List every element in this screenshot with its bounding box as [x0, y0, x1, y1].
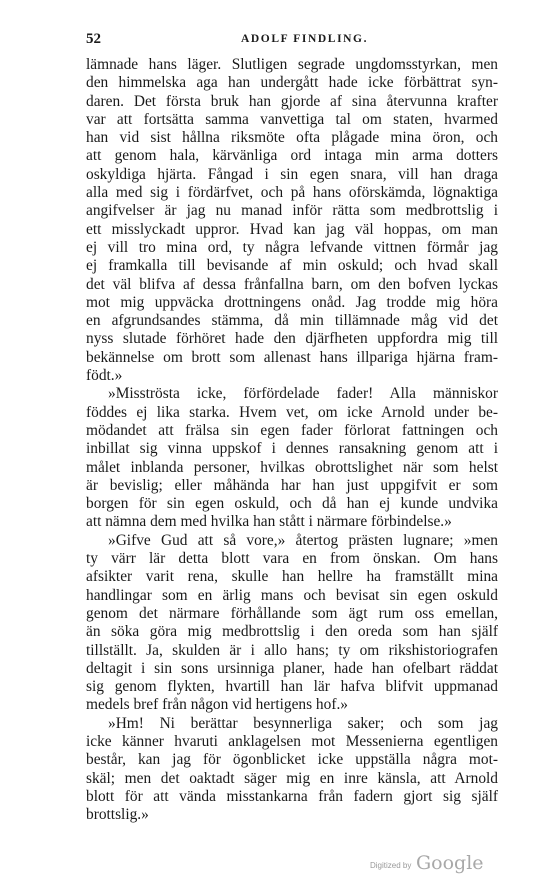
- text-line: mot mig uppväcka drottningens onåd. Jag trodde mig höra: [86, 293, 498, 311]
- text-line: den himmelska aga han undergått hade icke förbättrat syn-: [86, 74, 498, 92]
- text-line: än söka göra mig medbrottslig i den oreda som han själf: [86, 623, 498, 641]
- text-line: icke känner hvaruti anklagelsen mot Messenierna egentligen: [86, 732, 498, 750]
- text-line: ty värr lär detta blott vara en from önskan. Om hans: [86, 550, 498, 568]
- text-line: »Gifve Gud att så vore,» återtog prästen lugnare; »men: [108, 531, 498, 549]
- paragraph: [86, 56, 498, 385]
- text-line: daren. Det första bruk han gjorde af sina återvunna krafter: [86, 92, 498, 110]
- text-line: att nämna dem med hvilka han stått i närmare förbindelse.»: [86, 513, 452, 531]
- text-line: brottslig.»: [86, 806, 149, 824]
- text-line: handlingar som en ärlig mans och bevisat sin egen oskuld: [86, 586, 498, 604]
- text-line: afsikter varit rena, skulle han hellre ha framställt mina: [86, 568, 498, 586]
- text-line: är bevislig; eller måhända har han just uppgifvit er som: [86, 476, 498, 494]
- text-line: föddes ej lika starka. Hvem vet, om icke Arnold under be-: [86, 403, 498, 421]
- text-line: genom det närmare förhållande som ägt rum oss emellan,: [86, 604, 498, 622]
- text-line: lämnade hans läger. Slutligen segrade ungdomsstyrkan, men: [86, 56, 498, 73]
- text-line: tillställt. Ja, skulden är i allo hans; ty om rikshistoriografen: [86, 641, 498, 659]
- paragraph: [86, 532, 498, 715]
- page-number: 52: [86, 31, 101, 47]
- digitization-watermark: [358, 852, 498, 876]
- text-line: angifvelser är jag nu manad inför rätta som medbrottslig i: [86, 202, 498, 220]
- text-line: medels bref från någon vid hertigens hof.»: [86, 696, 348, 714]
- running-title: ADOLF FINDLING.: [241, 33, 369, 45]
- text-line: en afgrundsandes stämma, då min tillämnade måg vid det: [86, 312, 498, 330]
- text-line: ej framkalla till bevisande af min oskuld; och hvad skall: [86, 257, 498, 275]
- body-text: [86, 56, 498, 824]
- text-line: inbillat sig vinna uppskof i dennes ransakning genom att i: [86, 440, 498, 458]
- text-line: bekännelse om brott som allenast hans illpariga hjärna fram-: [86, 348, 498, 366]
- text-line: han vid sist hållna riksmöte ofta plågade mina öron, och: [86, 129, 498, 147]
- text-line: nyss slutade förhöret hade den djärfheten uppfordra mig till: [86, 330, 498, 348]
- text-line: »Hm! Ni berättar besynnerliga saker; och som jag: [108, 714, 498, 732]
- text-line: det väl blifva af dessa frånfallna barn, om den bofven lyckas: [86, 275, 498, 293]
- text-line: alla med sig i fördärfvet, och på hans oförskämda, lögnaktiga: [86, 184, 498, 202]
- google-logo: Google: [416, 852, 484, 874]
- text-line: ej vill tro mina ord, ty några lefvande vittnen förmår jag: [86, 238, 498, 256]
- text-line: skäl; men det oaktadt säger mig en inre känsla, att Arnold: [86, 769, 498, 787]
- paragraph: [86, 715, 498, 825]
- text-line: består, kan jag för ögonblicket icke uppställa några mot-: [86, 751, 498, 769]
- text-line: födt.»: [86, 367, 123, 385]
- text-line: oskyldiga hjärta. Fångad i sin egen snara, vill han draga: [86, 165, 498, 183]
- digitized-by-label: Digitized by: [370, 861, 412, 870]
- text-line: att genom hala, kärvänliga ord intaga min arma dotters: [86, 147, 498, 165]
- text-line: målet inblanda personer, hvilkas obrottslighet när som helst: [86, 458, 498, 476]
- text-line: borgen för sin egen oskuld, och då han ej kunde undvika: [86, 495, 498, 513]
- text-line: sig genom flykten, hvartill han lär hafva blifvit uppmanad: [86, 678, 498, 696]
- text-line: mödandet att frälsa sin egen fader förlorat fattningen och: [86, 421, 498, 439]
- paragraph: [86, 385, 498, 531]
- text-line: ett misslyckadt uppror. Hvad kan jag väl hoppas, om man: [86, 220, 498, 238]
- text-line: blott för att vända misstankarna från fadern gjort sig själf: [86, 787, 498, 805]
- text-line: »Misströsta icke, förfördelade fader! Alla människor: [108, 385, 498, 403]
- text-line: var att fortsätta samma vanvettiga tal om staten, hvarmed: [86, 110, 498, 128]
- text-line: deltagit i sin sons ursinniga planer, hade han ofelbart räddat: [86, 659, 498, 677]
- running-head: [86, 31, 498, 51]
